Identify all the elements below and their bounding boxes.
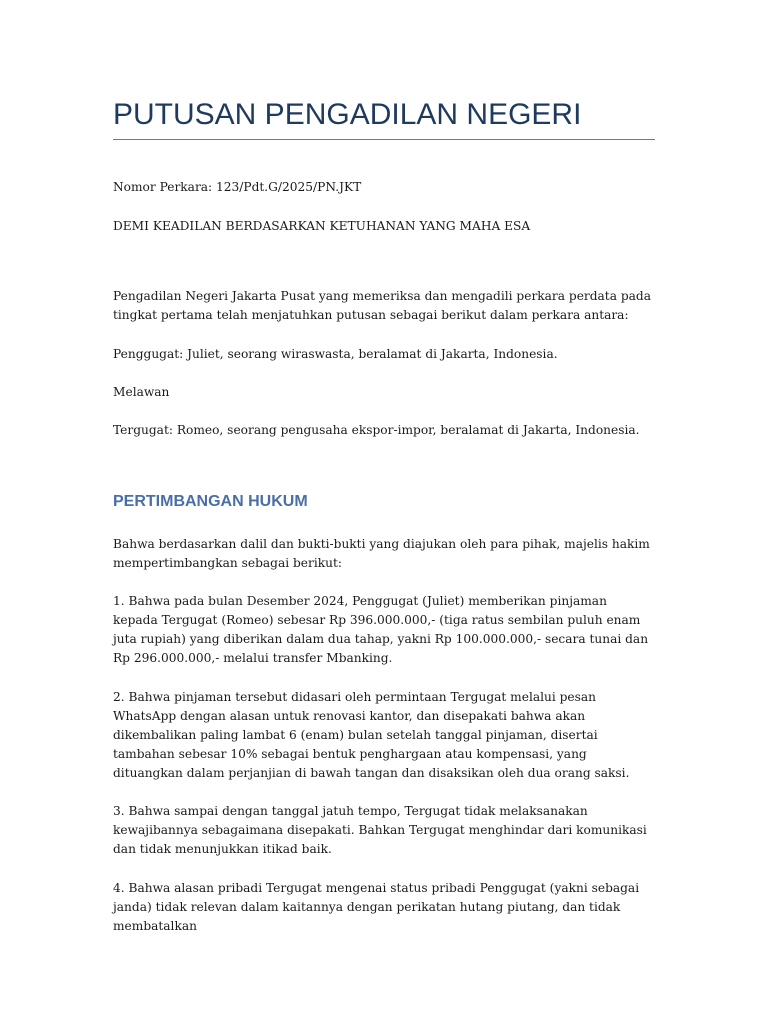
section-heading: PERTIMBANGAN HUKUM [113, 493, 308, 510]
consideration-point-1: 1. Bahwa pada bulan Desember 2024, Penggugat (Juliet) memberikan pinjaman kepada Tergugat (Romeo) sebesar Rp 396.000.000,- (tiga ratus sembilan puluh enam juta rupiah) yang diberikan dalam dua tahap, yakni Rp 100.000.000,- secara tunai dan Rp 296.000.000,- melalui transfer Mbanking. [113, 594, 649, 665]
considerations-intro: Bahwa berdasarkan dalil dan bukti-bukti yang diajukan oleh para pihak, majelis hakim mempertimbangkan sebagai berikut: [113, 537, 650, 570]
versus-paragraph: Melawan [113, 385, 170, 399]
defendant-paragraph: Tergugat: Romeo, seorang pengusaha ekspor-impor, beralamat di Jakarta, Indonesia. [113, 423, 640, 437]
consideration-point-2: 2. Bahwa pinjaman tersebut didasari oleh permintaan Tergugat melalui pesan WhatsApp dengan alasan untuk renovasi kantor, dan disepakati bahwa akan dikembalikan paling lambat 6 (enam) bulan setelah tanggal pinjaman, disertai tambahan sebesar 10% sebagai bentuk penghargaan atau kompensasi, yang dituangkan dalam perjanjian di bawah tangan dan disaksikan oleh dua orang saksi. [113, 690, 630, 780]
intro-paragraph: Pengadilan Negeri Jakarta Pusat yang memeriksa dan mengadili perkara perdata pada tingkat pertama telah menjatuhkan putusan sebagai berikut dalam perkara antara: [113, 289, 651, 322]
consideration-point-3: 3. Bahwa sampai dengan tanggal jatuh tempo, Tergugat tidak melaksanakan kewajibannya sebagaimana disepakati. Bahkan Tergugat menghindar dari komunikasi dan tidak menunjukkan itikad baik. [113, 804, 647, 856]
consideration-point-4: 4. Bahwa alasan pribadi Tergugat mengenai status pribadi Penggugat (yakni sebagai janda) tidak relevan dalam kaitannya dengan perikatan hutang piutang, dan tidak membatalkan [113, 881, 640, 933]
title-divider [113, 139, 655, 140]
preamble: DEMI KEADILAN BERDASARKAN KETUHANAN YANG MAHA ESA [113, 219, 531, 233]
plaintiff-paragraph: Penggugat: Juliet, seorang wiraswasta, beralamat di Jakarta, Indonesia. [113, 347, 558, 361]
document-title: PUTUSAN PENGADILAN NEGERI [113, 98, 582, 131]
case-number: Nomor Perkara: 123/Pdt.G/2025/PN.JKT [113, 180, 362, 194]
